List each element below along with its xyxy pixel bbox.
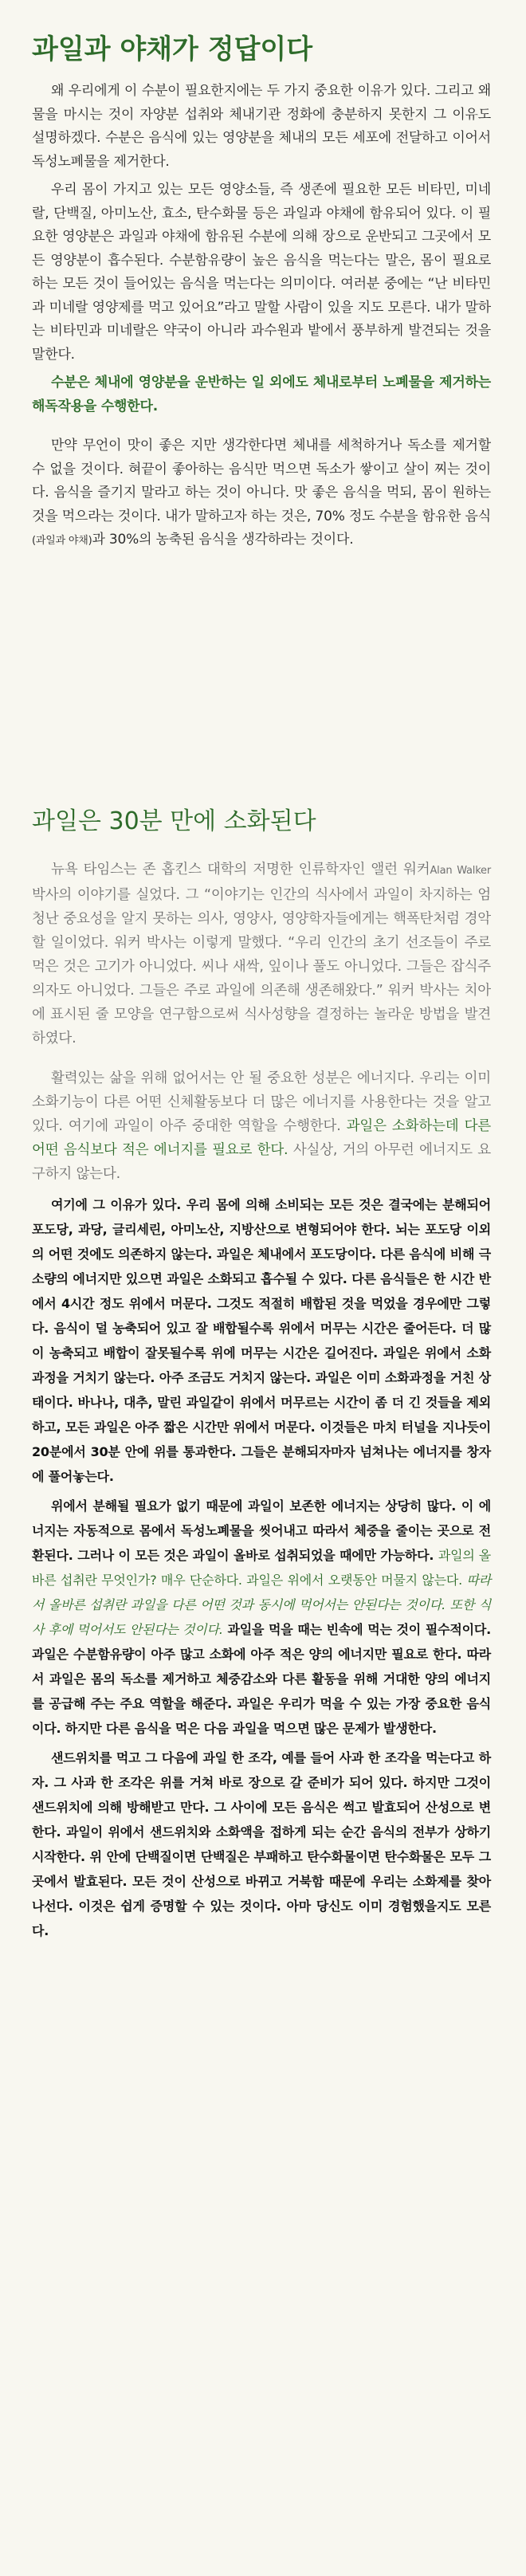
section-title: 과일은 30분 만에 소화된다 <box>32 807 316 835</box>
paragraph: 샌드위치를 먹고 그 다음에 과일 한 조각, 예를 들어 사과 한 조각을 먹는다고 하자. 그 사과 한 조각은 위를 거쳐 바로 장으로 갈 준비가 되어 있다. 하지만 그것이 샌드위치에 의해 방해받고 만다. 그 사이에 모든 음식은 썩고 발효되어 산성으로 변한다. 과일이 위에서 샌드위치와 소화액을 접하게 되는 순간 음식의 전부가 상하기 시작한다. 위 안에 단백질이면 단백질은 부패하고 탄수화물이면 탄수화물은 모두 그곳에서 발효된다. 모든 것이 산성으로 바뀌고 거북함 때문에 우리는 소화제를 찾아 나선다. 이것은 쉽게 증명할 수 있는 것이다. 아마 당신도 이미 경험했을지도 모른다. <box>32 1750 491 1938</box>
section-fruit-digestion <box>32 807 491 837</box>
text: 과일을 먹을 때는 빈속에 먹는 것이 필수적이다. 과일은 수분함유량이 아주 많고 소화에 아주 적은 양의 에너지만 필요로 한다. 따라서 과일은 몸의 독소를 제거하고 체중감소와 다른 활동을 위해 거대한 양의 에너지를 공급해 주는 주요 역할을 해준다. 과일은 우리가 먹을 수 있는 가장 중요한 음식이다. 하지만 다른 음식을 먹은 다음 과일을 먹으면 많은 문제가 발생한다. <box>32 1622 491 1736</box>
text-highlight: 과일은 소화하는데 다른 어떤 음식보다 적은 에너지를 필요로 한다. <box>32 1118 491 1158</box>
section-fruits-vegetables <box>32 33 491 65</box>
text-highlight: 과일의 올바른 섭취란 무엇인가? 매우 단순하다. 과일은 위에서 오랫동안 머물지 않는다. <box>32 1548 491 1588</box>
paragraph: 왜 우리에게 이 수분이 필요한지에는 두 가지 중요한 이유가 있다. 그리고 왜 물을 마시는 것이 자양분 섭취와 체내기관 정화에 충분하지 못한지 그 이유도 설명하겠다. 수분은 음식에 있는 영양분을 체내의 모든 세포에 전달하고 이어서 독성노폐물을 제거한다. <box>32 83 491 170</box>
text-small: (과일과 야채) <box>32 535 92 547</box>
text: 만약 무언이 맛이 좋은 지만 생각한다면 체내를 세척하거나 독소를 제거할 수 없을 것이다. 혀끝이 좋아하는 음식만 먹으면 독소가 쌓이고 살이 찌는 것이다. 음식을 즐기지 말라고 하는 것이 아니다. 맛 좋은 음식을 먹되, 몸이 원하는 것을 먹으라는 것이다. 내가 말하고자 하는 것은, 70% 정도 수분을 함유한 음식 <box>32 438 491 524</box>
highlight-paragraph: 수분은 체내에 영양분을 운반하는 일 외에도 체내로부터 노폐물을 제거하는 해독작용을 수행한다. <box>32 375 491 414</box>
text: 위에서 분해될 필요가 없기 때문에 과일이 보존한 에너지는 상당히 많다. 이 에너지는 자동적으로 몸에서 독성노폐물을 씻어내고 따라서 체중을 줄이는 곳으로 전환된다. 그러나 이 모든 것은 과일이 올바로 섭취되었을 때에만 가능하다. <box>32 1498 491 1563</box>
section1-body <box>32 80 491 553</box>
paragraph <box>32 858 491 1050</box>
text: 사실상, 거의 아무런 에너지도 요구하지 않는다. <box>32 1142 491 1182</box>
section-title: 과일과 야채가 정답이다 <box>32 33 313 65</box>
text: 박사의 이야기를 실었다. 그 “이야기는 인간의 식사에서 과일이 차지하는 엄청난 중요성을 알지 못하는 의사, 영양사, 영양학자들에게는 핵폭탄처럼 경악할 일이었다. 워커 박사는 이렇게 말했다. “우리 인간의 초기 선조들이 주로 먹은 것은 고기가 아니었다. 씨나 새싹, 잎이나 풀도 아니었다. 그들은 잡식주의자도 아니었다. 그들은 주로 과일에 의존해 생존해왔다.” 워커 박사는 치아에 표시된 줄 모양을 연구함으로써 식사성향을 결정하는 놀라운 방법을 발견하였다. <box>32 887 491 1046</box>
section2-body <box>32 858 491 1943</box>
text-highlight-italic: 따라서 올바른 섭취란 과일을 다른 어떤 것과 동시에 먹어서는 안된다는 것이다. 또한 식사 후에 먹어서도 안된다는 것이다. <box>32 1573 491 1637</box>
paragraph <box>32 1066 491 1186</box>
text: 활력있는 삶을 위해 없어서는 안 될 중요한 성분은 에너지다. 우리는 이미 소화기능이 다른 어떤 신체활동보다 더 많은 에너지를 사용한다는 것을 알고 있다. 여기에 과일이 아주 중대한 역할을 수행한다. <box>32 1070 491 1134</box>
paragraph <box>32 1494 491 1741</box>
text: 과 30%의 농축된 음식을 생각하라는 것이다. <box>92 532 354 548</box>
text-small: Alan Walker <box>430 865 492 877</box>
paragraph: 우리 몸이 가지고 있는 모든 영양소들, 즉 생존에 필요한 모든 비타민, 미네랄, 단백질, 아미노산, 효소, 탄수화물 등은 과일과 야채에 함유되어 있다. 이 필요한 영양분은 과일과 야채에 함유된 수분에 의해 장으로 운반되고 그곳에서 모든 영양분이 흡수된다. 수분함유량이 높은 음식을 먹는다는 말은, 몸이 필요로 하는 모든 것이 들어있는 음식을 먹는다는 의미이다. 여러분 중에는 “난 비타민과 미네랄 영양제를 먹고 있어요”라고 말할 사람이 있을 지도 모른다. 내가 말하는 비타민과 미네랄은 약국이 아니라 과수원과 밭에서 풍부하게 발견되는 것을 말한다. <box>32 182 491 363</box>
paragraph: 여기에 그 이유가 있다. 우리 몸에 의해 소비되는 모든 것은 결국에는 분해되어 포도당, 과당, 글리세린, 아미노산, 지방산으로 변형되어야 한다. 뇌는 포도당 이외의 어떤 것에도 의존하지 않는다. 과일은 체내에서 포도당이다. 다른 음식에 비해 극소량의 에너지만 있으면 과일은 소화되고 흡수될 수 있다. 다른 음식들은 한 시간 반에서 4시간 정도 위에서 머문다. 그것도 적절히 배합된 것을 먹었을 경우에만 그렇다. 음식이 덜 농축되어 있고 잘 배합될수록 위에서 머무는 시간은 줄어든다. 더 많이 농축되고 배합이 잘못될수록 위에 머무는 시간은 길어진다. 과일은 위에서 소화과정을 거치기 않는다. 아주 조금도 거치지 않는다. 과일은 이미 소화과정을 거친 상태이다. 바나나, 대추, 말린 과일같이 위에서 머무르는 시간이 좀 더 긴 것들을 제외하고, 모든 과일은 아주 짧은 시간만 위에서 머문다. 이것들은 마치 터널을 지나듯이 20분에서 30분 안에 위를 통과한다. 그들은 분해되자마자 넘쳐나는 에너지를 창자에 풀어놓는다. <box>32 1197 491 1484</box>
paragraph <box>32 434 491 553</box>
text: 뉴욕 타임스는 존 홉킨스 대학의 저명한 인류학자인 앨런 워커 <box>51 862 430 878</box>
